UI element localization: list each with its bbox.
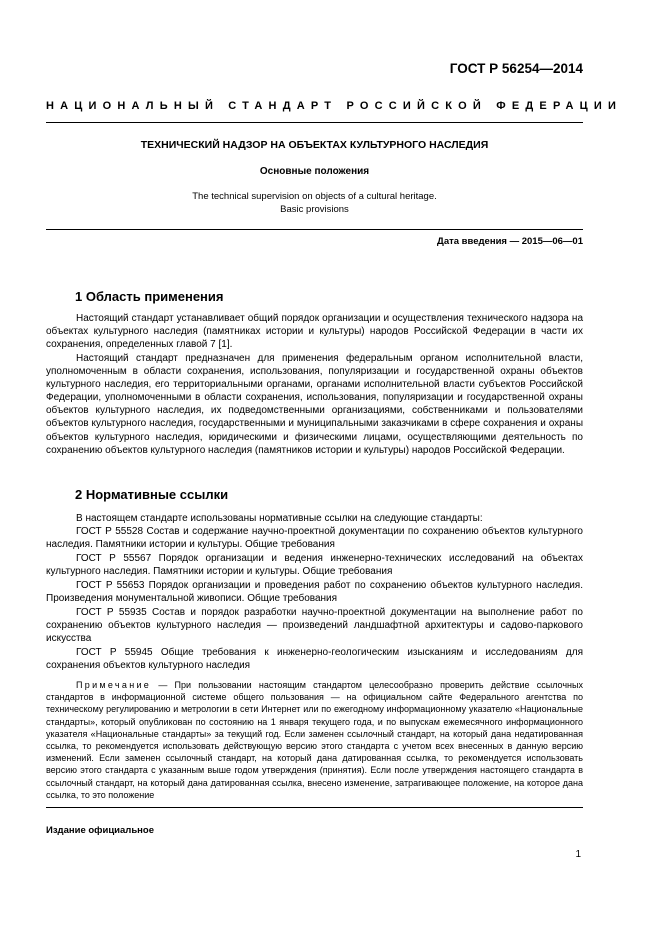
english-title-line-1: The technical supervision on objects of a cultural heritage. [192,191,437,202]
document-code: ГОСТ Р 56254—2014 [449,61,583,76]
header-divider [46,122,583,123]
note-block [46,679,583,801]
normative-reference-5: ГОСТ Р 55945 Общие требования к инженерно-геологическим изысканиям и исследованиям для сохранения объектов культурного наследия [46,647,583,672]
section-2-intro: В настоящем стандарте использованы нормативные ссылки на следующие стандарты: [76,513,483,524]
normative-reference-4: ГОСТ Р 55935 Состав и порядок разработки научно-проектной документации на выполнение работ по сохранению объектов культурного наследия — произведений ландшафтной архитектуры и садово-паркового искусства [46,607,583,645]
note-text: — При пользовании настоящим стандартом целесообразно проверить действие ссылочных стандартов в информационной системе общего пользования — на официальном сайте Федерального агентства по техническому регулированию и метрологии в сети Интернет или по ежегодному информационному указателю «Национальные стандарты», который опубликован по состоянию на 1 января текущего года, и по выпускам ежемесячного информационного указателя «Национальные стандарты» за текущий год. Если заменен ссылочный стандарт, на который дана недатированная ссылка, то рекомендуется использовать действующую версию этого стандарта с учетом всех внесенных в данную версию изменений. Если заменен ссылочный стандарт, на который дана датированная ссылка, то рекомендуется использовать версию этого стандарта с указанным выше годом утверждения (принятия). Если после утверждения настоящего стандарта в ссылочный стандарт, на который дана датированная ссылка, внесено изменение, затрагивающее положение, на которое дана ссылка, то это положение [46,680,583,800]
normative-reference-1: ГОСТ Р 55528 Состав и содержание научно-проектной документации по сохранению объектов культурного наследия. Памятники истории и культуры. Общие требования [46,526,583,551]
section-1-paragraph-1: Настоящий стандарт устанавливает общий порядок организации и осуществления технического надзора на объектах культурного наследия (памятниках истории и культуры) народов Российской Федерации в части их сохранения, определенных главой 7 [1]. [46,313,583,351]
section-1-paragraph-2: Настоящий стандарт предназначен для применения федеральным органом исполнительной власти, уполномоченным в области сохранения, использования, популяризации и государственной охраны объектов культурного наследия, его территориальными органами, органами исполнительной власти субъектов Российской Федерации, уполномоченными в области сохранения, использования, популяризации и государственной охраны объектов культурного наследия, их подведомственными организациями, собственниками и пользователями объектов культурного наследия, государственными и муниципальными заказчиками в сфере сохранения и охраны объектов культурного наследия, юридическими и физическими лицами, осуществляющими деятельность по сохранению объектов культурного наследия (памятников истории и культуры) народов Российской Федерации. [46,353,583,456]
footer-divider [46,807,583,808]
document-subtitle: Основные положения [259,166,370,177]
introduction-date: Дата введения — 2015—06—01 [437,236,583,247]
note-label: Примечание [76,680,152,690]
page-number: 1 [575,849,581,860]
national-standard-banner: НАЦИОНАЛЬНЫЙ СТАНДАРТ РОССИЙСКОЙ ФЕДЕРАЦИИ [46,100,623,112]
official-edition-label: Издание официальное [46,825,154,836]
title-divider [46,229,583,230]
english-title-line-2: Basic provisions [280,204,349,215]
normative-reference-3: ГОСТ Р 55653 Порядок организации и проведения работ по сохранению объектов культурного наследия. Произведения монументальной живописи. Общие требования [46,580,583,605]
section-2-heading: 2 Нормативные ссылки [75,487,229,502]
section-1-heading: 1 Область применения [75,289,224,304]
normative-reference-2: ГОСТ Р 55567 Порядок организации и ведения инженерно-технических исследований на объектах культурного наследия. Памятники истории и культуры. Общие требования [46,553,583,578]
document-title: ТЕХНИЧЕСКИЙ НАДЗОР НА ОБЪЕКТАХ КУЛЬТУРНОГО НАСЛЕДИЯ [140,139,489,151]
